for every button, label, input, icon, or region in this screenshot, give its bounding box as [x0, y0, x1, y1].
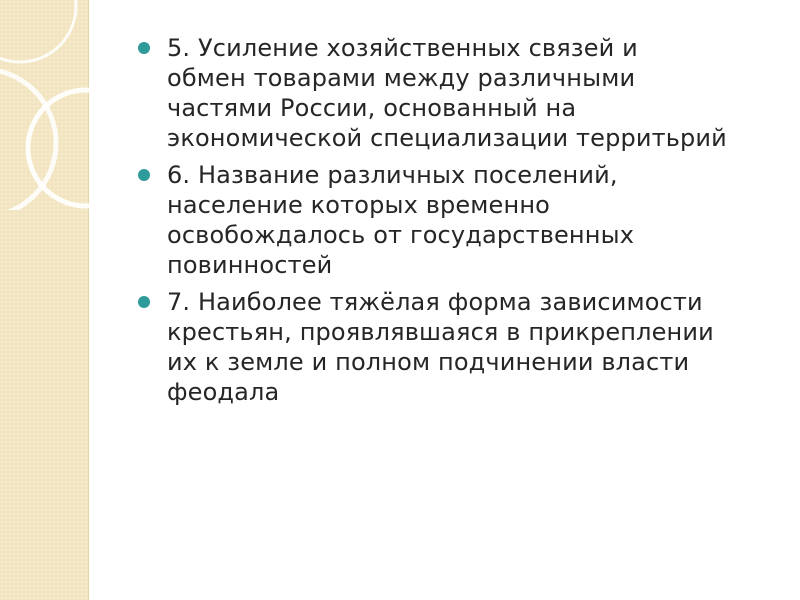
slide-content — [134, 33, 774, 414]
bullet-item-7-line-1: 7. Наиболее тяжёлая форма зависимости — [167, 288, 703, 316]
bullet-item-5-line-4: экономической специализации территьрий — [167, 124, 727, 152]
bullet-item-5 — [134, 33, 774, 153]
bullet-dot-icon — [138, 42, 150, 54]
bullet-item-5-line-3: частями России, основанный на — [167, 94, 577, 122]
decorative-ring-top — [0, 0, 76, 62]
bullet-item-6-line-1: 6. Название различных поселений, — [167, 161, 618, 189]
decorative-ring-middle — [28, 90, 144, 206]
bullet-item-6 — [134, 160, 774, 280]
bullet-item-6-line-4: повинностей — [167, 251, 333, 279]
bullet-item-6-line-3: освобождалось от государственных — [167, 221, 635, 249]
bullet-item-6-line-2: население которых временно — [167, 191, 550, 219]
bullet-item-5-line-1: 5. Усиление хозяйственных связей и — [167, 34, 638, 62]
bullet-item-5-line-2: обмен товарами между различными — [167, 64, 636, 92]
bullet-item-7 — [134, 287, 774, 407]
bullet-dot-icon — [138, 296, 150, 308]
bullet-list — [134, 33, 774, 407]
bullet-item-7-line-4: феодала — [167, 378, 280, 406]
bullet-dot-icon — [138, 169, 150, 181]
bullet-item-7-line-2: крестьян, проявлявшаяся в прикреплении — [167, 318, 714, 346]
bullet-item-7-line-3: их к земле и полном подчинении власти — [167, 348, 690, 376]
